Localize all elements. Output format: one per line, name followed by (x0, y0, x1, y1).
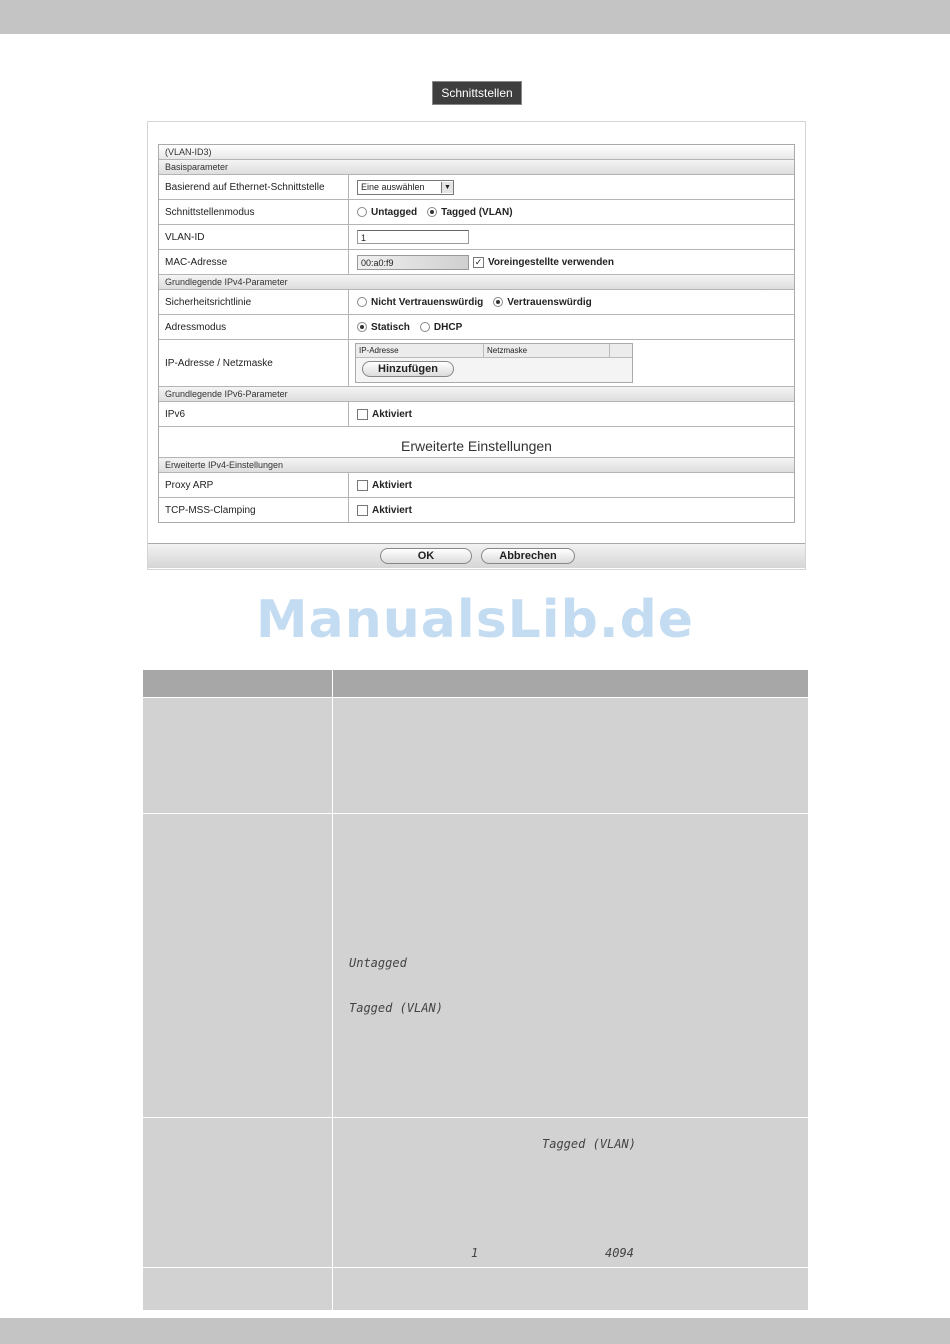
ip-col-mask: Netzmaske (484, 344, 610, 357)
addr-static-label: Statisch (371, 321, 410, 333)
ip-table (355, 343, 633, 383)
cancel-button[interactable]: Abbrechen (481, 548, 575, 564)
config-panel (147, 121, 806, 570)
add-ip-button[interactable]: Hinzufügen (362, 361, 454, 377)
security-trusted-radio[interactable] (493, 297, 503, 307)
table-row (143, 1118, 808, 1268)
chevron-down-icon: ▼ (441, 182, 453, 193)
row-mode (159, 200, 794, 225)
tcp-mss-activated-label: Aktiviert (372, 504, 413, 516)
row-addr-mode (159, 315, 794, 340)
ipv6-label: IPv6 (159, 402, 349, 426)
mode-tagged-label: Tagged (VLAN) (441, 206, 513, 218)
table-row (143, 1268, 808, 1310)
proxy-arp-checkbox[interactable] (357, 480, 368, 491)
row-vlan (159, 225, 794, 250)
ip-col-address: IP-Adresse (356, 344, 484, 357)
vlan-max-value: 4094 (605, 1246, 634, 1260)
advanced-settings-title[interactable]: Erweiterte Einstellungen (159, 435, 794, 458)
row-ethernet (159, 175, 794, 200)
table-header (143, 670, 808, 698)
row-proxy-arp (159, 473, 794, 498)
config-form (158, 144, 795, 523)
form-title: (VLAN-ID3) (159, 145, 794, 160)
vlan-id-input[interactable]: 1 (357, 230, 469, 244)
security-label: Sicherheitsrichtlinie (159, 290, 349, 314)
tagged-term-2: Tagged (VLAN) (542, 1137, 636, 1151)
mac-address-input[interactable]: 00:a0:f9 (357, 255, 469, 270)
section-ipv4: Grundlegende IPv4-Parameter (159, 275, 794, 290)
row-ipv6 (159, 402, 794, 427)
tab-schnittstellen[interactable]: Schnittstellen (433, 82, 521, 104)
security-untrusted-label: Nicht Vertrauenswürdig (371, 296, 484, 308)
mac-default-label: Voreingestellte verwenden (488, 256, 614, 268)
vlan-label: VLAN-ID (159, 225, 349, 249)
mac-label: MAC-Adresse (159, 250, 349, 274)
ethernet-label: Basierend auf Ethernet-Schnittstelle (159, 175, 349, 199)
section-adv-ipv4: Erweiterte IPv4-Einstellungen (159, 458, 794, 473)
section-ipv6: Grundlegende IPv6-Parameter (159, 387, 794, 402)
mac-default-checkbox[interactable]: ✓ (474, 256, 483, 267)
addr-static-radio[interactable] (357, 322, 367, 332)
ipv6-activated-label: Aktiviert (372, 408, 413, 420)
watermark: ManualsLib.de (255, 590, 695, 650)
vlan-min-value: 1 (471, 1246, 479, 1260)
ethernet-select[interactable] (357, 180, 454, 195)
proxy-arp-activated-label: Aktiviert (372, 479, 413, 491)
mode-tagged-radio[interactable] (427, 207, 437, 217)
table-row (143, 814, 808, 1118)
bottom-bar (0, 1318, 950, 1344)
security-untrusted-radio[interactable] (357, 297, 367, 307)
security-trusted-label: Vertrauenswürdig (507, 296, 592, 308)
ip-label: IP-Adresse / Netzmaske (159, 340, 349, 386)
top-bar (0, 0, 950, 34)
addr-mode-label: Adressmodus (159, 315, 349, 339)
table-row (143, 698, 808, 814)
ipv6-checkbox[interactable] (357, 409, 368, 420)
ethernet-select-value: Eine auswählen (361, 182, 425, 192)
section-basic: Basisparameter (159, 160, 794, 175)
tcp-mss-label: TCP-MSS-Clamping (159, 498, 349, 522)
addr-dhcp-label: DHCP (433, 321, 463, 333)
mode-untagged-label: Untagged (371, 206, 418, 218)
tcp-mss-checkbox[interactable] (357, 505, 368, 516)
ok-button[interactable]: OK (380, 548, 472, 564)
row-mac (159, 250, 794, 275)
tagged-term: Tagged (VLAN) (349, 1001, 443, 1015)
row-tcp-mss (159, 498, 794, 522)
button-bar (148, 543, 805, 568)
untagged-term: Untagged (349, 956, 407, 970)
mode-label: Schnittstellenmodus (159, 200, 349, 224)
row-security (159, 290, 794, 315)
addr-dhcp-radio[interactable] (420, 322, 430, 332)
description-table (143, 670, 808, 1310)
row-ip (159, 340, 794, 387)
mode-untagged-radio[interactable] (357, 207, 367, 217)
proxy-arp-label: Proxy ARP (159, 473, 349, 497)
